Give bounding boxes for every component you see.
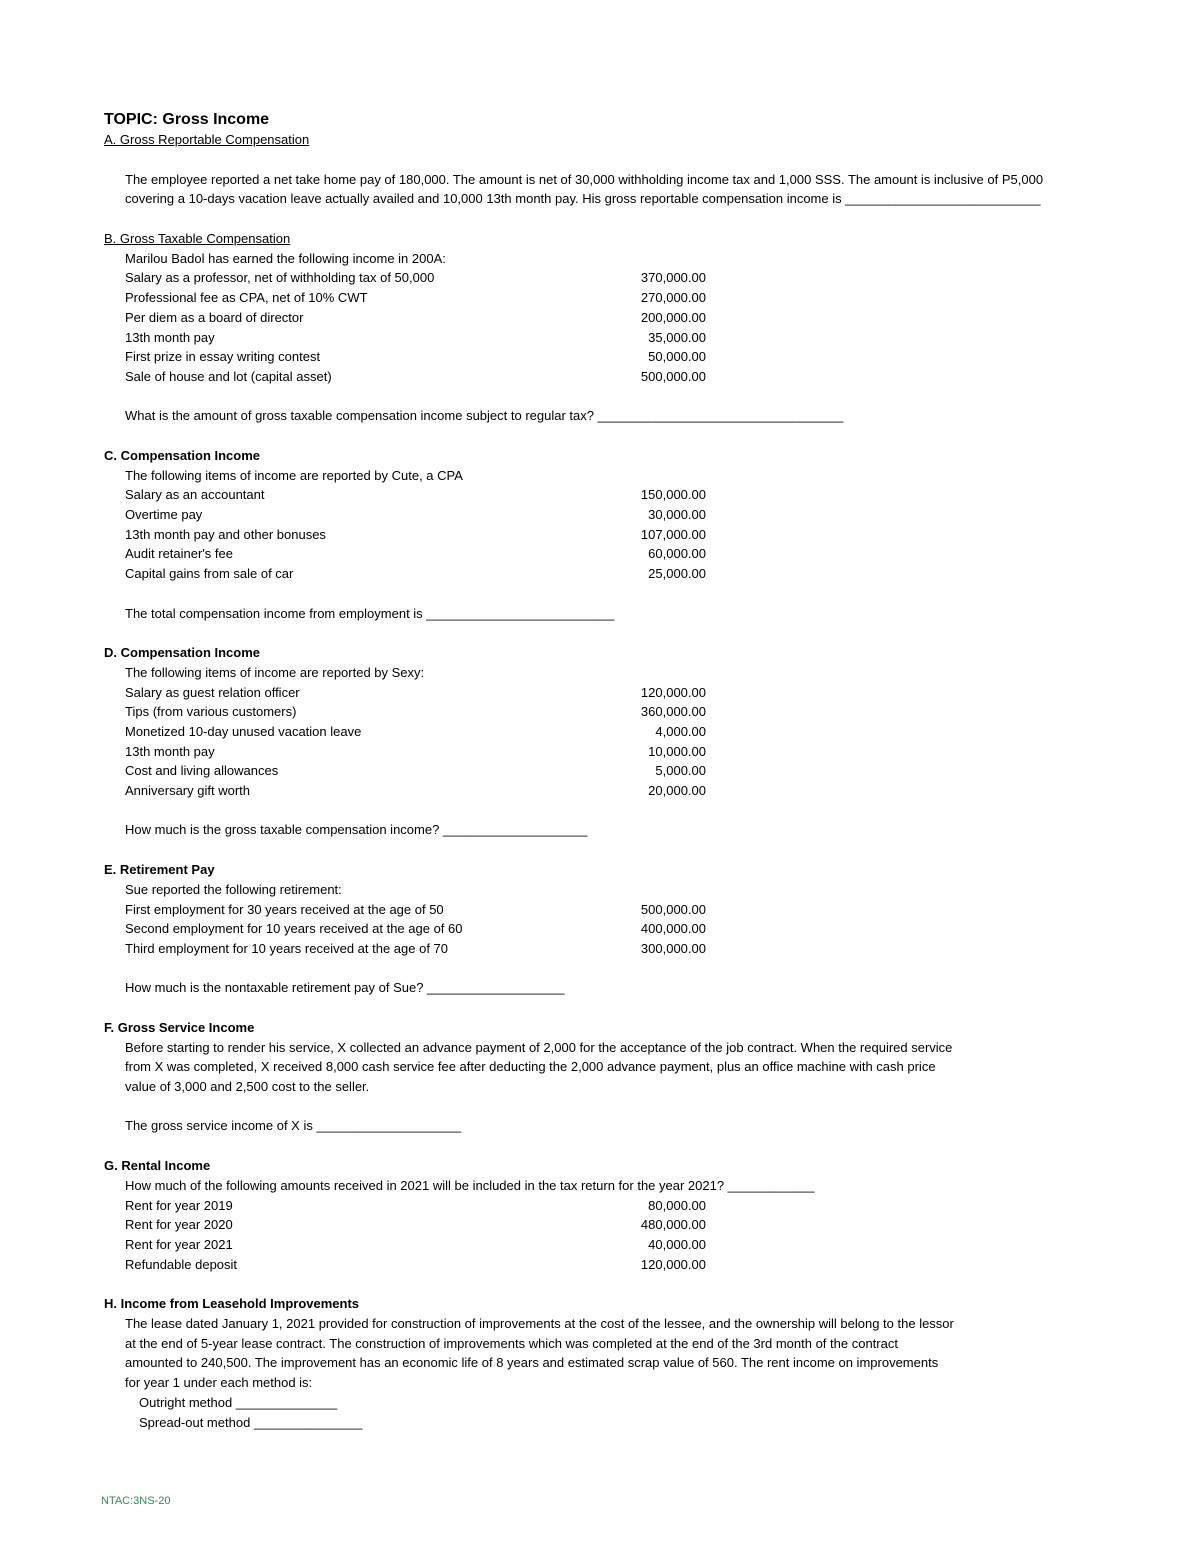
item-amount: 30,000.00 [648, 507, 706, 523]
footer-code: NTAC:3NS-20 [101, 1495, 171, 1507]
spread-out-method-line: Spread-out method _______________ [139, 1414, 363, 1430]
list-item [104, 367, 1104, 387]
item-label: Salary as a professor, net of withholding tax of 50,000 [125, 270, 435, 286]
list-item [104, 485, 1104, 505]
item-amount: 35,000.00 [648, 329, 706, 345]
item-amount: 40,000.00 [648, 1236, 706, 1252]
section-d-question: How much is the gross taxable compensation income? ____________________ [125, 822, 588, 838]
list-item [104, 1235, 1104, 1255]
item-amount: 300,000.00 [640, 940, 706, 956]
section-a-heading: A. Gross Reportable Compensation [104, 132, 310, 147]
item-amount: 10,000.00 [648, 743, 706, 759]
section-g-question: How much of the following amounts received in 2021 will be included in the tax return for the year 2021? ____________ [125, 1177, 815, 1193]
section-e-items [104, 900, 1104, 959]
item-amount: 60,000.00 [648, 546, 706, 562]
item-amount: 400,000.00 [640, 921, 706, 937]
section-b-heading: B. Gross Taxable Compensation [104, 230, 291, 246]
item-amount: 120,000.00 [640, 1256, 706, 1272]
list-item [104, 288, 1104, 308]
item-amount: 500,000.00 [640, 368, 706, 384]
item-amount: 150,000.00 [640, 487, 706, 503]
item-label: 13th month pay and other bonuses [125, 526, 326, 542]
item-label: First employment for 30 years received at the age of 50 [125, 901, 444, 917]
item-label: Capital gains from sale of car [125, 566, 294, 582]
list-item [104, 1196, 1104, 1216]
item-label: Rent for year 2021 [125, 1236, 233, 1252]
item-label: Tips (from various customers) [125, 704, 297, 720]
item-amount: 270,000.00 [640, 290, 706, 306]
list-item [104, 564, 1104, 584]
item-amount: 107,000.00 [640, 526, 706, 542]
list-item [104, 900, 1104, 920]
section-c-heading: C. Compensation Income [104, 447, 261, 463]
section-g-heading: G. Rental Income [104, 1157, 211, 1173]
item-label: Second employment for 10 years received at the age of 60 [125, 921, 463, 937]
section-e-intro: Sue reported the following retirement: [125, 881, 342, 897]
item-amount: 25,000.00 [648, 566, 706, 582]
item-label: Salary as an accountant [125, 487, 265, 503]
section-b-question: What is the amount of gross taxable compensation income subject to regular tax? __________________________________ [125, 408, 844, 424]
section-a-line-1: The employee reported a net take home pay of 180,000. The amount is net of 30,000 withholding income tax and 1,000 SSS. The amount is inclusive of P5,000 [125, 171, 1044, 187]
item-amount: 370,000.00 [640, 270, 706, 286]
section-d-heading: D. Compensation Income [104, 644, 261, 660]
item-label: Rent for year 2020 [125, 1217, 233, 1233]
item-label: 13th month pay [125, 329, 215, 345]
list-item [104, 1215, 1104, 1235]
item-amount: 80,000.00 [648, 1197, 706, 1213]
section-c-intro: The following items of income are reported by Cute, a CPA [125, 467, 463, 483]
item-amount: 200,000.00 [640, 309, 706, 325]
list-item [104, 1255, 1104, 1275]
section-f-paragraph: Before starting to render his service, X collected an advance payment of 2,000 for the acceptance of the job contract. When the required service from X was completed, X received 8,000 cash service fee after deducting the 2,000 advance payment, plus an office machine with cash price value of 3,000 and 2,500 cost to the seller. [125, 1039, 953, 1095]
item-label: Salary as guest relation officer [125, 684, 300, 700]
item-amount: 480,000.00 [640, 1217, 706, 1233]
list-item [104, 919, 1104, 939]
list-item [104, 525, 1104, 545]
item-label: 13th month pay [125, 743, 215, 759]
list-item [104, 781, 1104, 801]
list-item [104, 544, 1104, 564]
item-label: Third employment for 10 years received at the age of 70 [125, 940, 449, 956]
list-item [104, 939, 1104, 959]
item-label: Per diem as a board of director [125, 309, 304, 325]
item-amount: 20,000.00 [648, 783, 706, 799]
list-item [104, 683, 1104, 703]
item-amount: 500,000.00 [640, 901, 706, 917]
item-amount: 4,000.00 [655, 723, 706, 739]
item-label: Cost and living allowances [125, 763, 279, 779]
item-amount: 120,000.00 [640, 684, 706, 700]
section-f-question: The gross service income of X is ____________________ [125, 1118, 462, 1134]
list-item [104, 702, 1104, 722]
item-amount: 50,000.00 [648, 349, 706, 365]
section-b-intro: Marilou Badol has earned the following income in 200A: [125, 250, 446, 266]
item-amount: 5,000.00 [655, 763, 706, 779]
item-label: Rent for year 2019 [125, 1197, 233, 1213]
item-label: Professional fee as CPA, net of 10% CWT [125, 290, 368, 306]
section-b-items [104, 268, 1104, 386]
item-label: Overtime pay [125, 507, 203, 523]
section-d-items [104, 683, 1104, 801]
section-c-question: The total compensation income from employment is __________________________ [125, 605, 615, 621]
list-item [104, 347, 1104, 367]
list-item [104, 328, 1104, 348]
list-item [104, 761, 1104, 781]
list-item [104, 505, 1104, 525]
section-a-line-2: covering a 10-days vacation leave actually availed and 10,000 13th month pay. His gross reportable compensation income is ___________________________ [125, 191, 1041, 207]
item-label: Audit retainer's fee [125, 546, 233, 562]
section-f-heading: F. Gross Service Income [104, 1019, 255, 1035]
section-c-items [104, 485, 1104, 583]
outright-method-line: Outright method ______________ [139, 1394, 338, 1410]
document-content [104, 110, 1104, 1432]
list-item [104, 742, 1104, 762]
item-label: Anniversary gift worth [125, 783, 250, 799]
section-h-paragraph: The lease dated January 1, 2021 provided for construction of improvements at the cost of the lessee, and the ownership will belong to the lessor at the end of 5-year lease contract. The construction of improvements which was completed at the end of the 3rd month of the contract amounted to 240,500. The improvement has an economic life of 8 years and estimated scrap value of 560. The rent income on improvements for year 1 under each method is: [125, 1315, 954, 1391]
item-label: First prize in essay writing contest [125, 349, 321, 365]
list-item [104, 722, 1104, 742]
item-label: Sale of house and lot (capital asset) [125, 368, 332, 384]
list-item [104, 268, 1104, 288]
section-g-items [104, 1196, 1104, 1275]
page-title: TOPIC: Gross Income [104, 111, 270, 128]
section-e-heading: E. Retirement Pay [104, 861, 215, 877]
section-d-intro: The following items of income are reported by Sexy: [125, 664, 425, 680]
item-label: Monetized 10-day unused vacation leave [125, 723, 362, 739]
section-e-question: How much is the nontaxable retirement pay of Sue? ___________________ [125, 980, 565, 996]
item-amount: 360,000.00 [640, 704, 706, 720]
item-label: Refundable deposit [125, 1256, 238, 1272]
list-item [104, 308, 1104, 328]
section-h-heading: H. Income from Leasehold Improvements [104, 1295, 360, 1311]
